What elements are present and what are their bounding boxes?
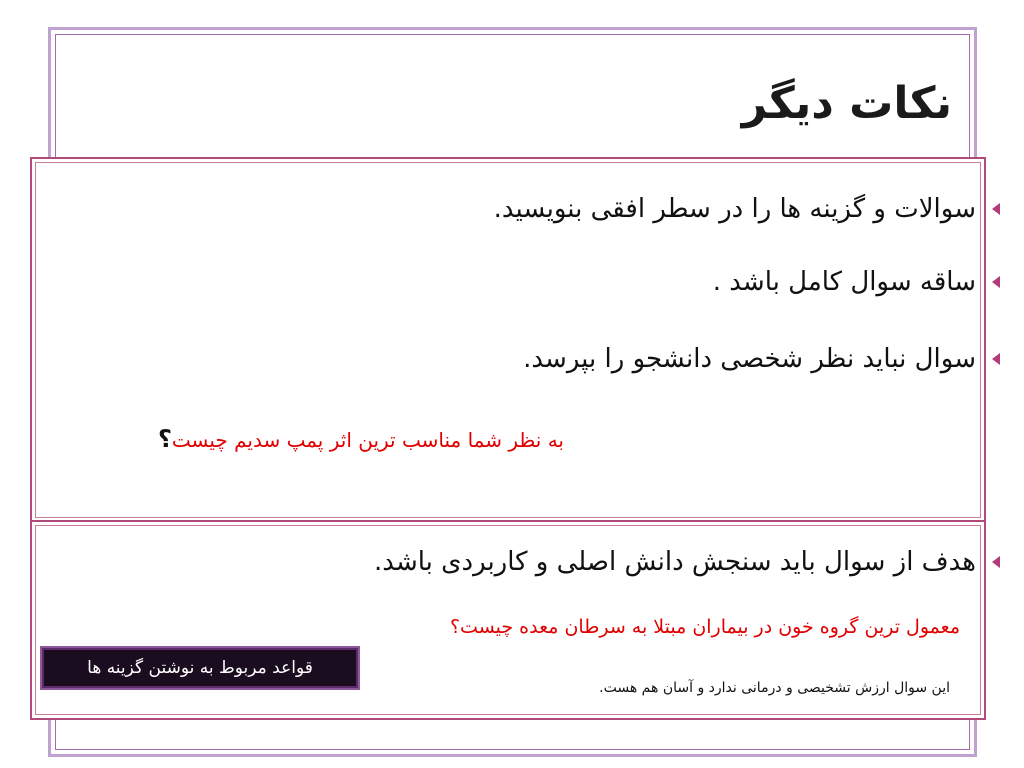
triangle-bullet-icon: [992, 353, 1000, 365]
question-mark: ؟: [157, 425, 172, 453]
triangle-bullet-icon: [992, 556, 1000, 568]
triangle-bullet-icon: [992, 276, 1000, 288]
bullet-text: سوال نباید نظر شخصی دانشجو را بپرسد.: [523, 344, 976, 374]
example-question-1-text: به نظر شما مناسب ترین اثر پمپ سدیم چیست: [171, 428, 564, 452]
bullet-item-1: [494, 194, 976, 224]
slide-title: نکات دیگر: [741, 78, 952, 129]
bullet-item-3: [523, 344, 976, 374]
example-note: این سوال ارزش تشخیصی و درمانی ندارد و آسان هم هست.: [599, 680, 950, 696]
bullet-text: ساقه سوال کامل باشد .: [712, 267, 976, 297]
bullet-item-4: [374, 547, 976, 577]
rule-box-button[interactable]: قواعد مربوط به نوشتن گزینه ها: [40, 646, 360, 690]
bullet-text: سوالات و گزینه ها را در سطر افقی بنویسید.: [493, 194, 976, 224]
bullet-item-2: [713, 267, 976, 297]
example-question-1: [158, 425, 564, 453]
triangle-bullet-icon: [992, 203, 1000, 215]
bullet-text: هدف از سوال باید سنجش دانش اصلی و کاربردی باشد.: [374, 547, 976, 577]
example-question-2: معمول ترین گروه خون در بیماران مبتلا به سرطان معده چیست؟: [449, 616, 960, 638]
